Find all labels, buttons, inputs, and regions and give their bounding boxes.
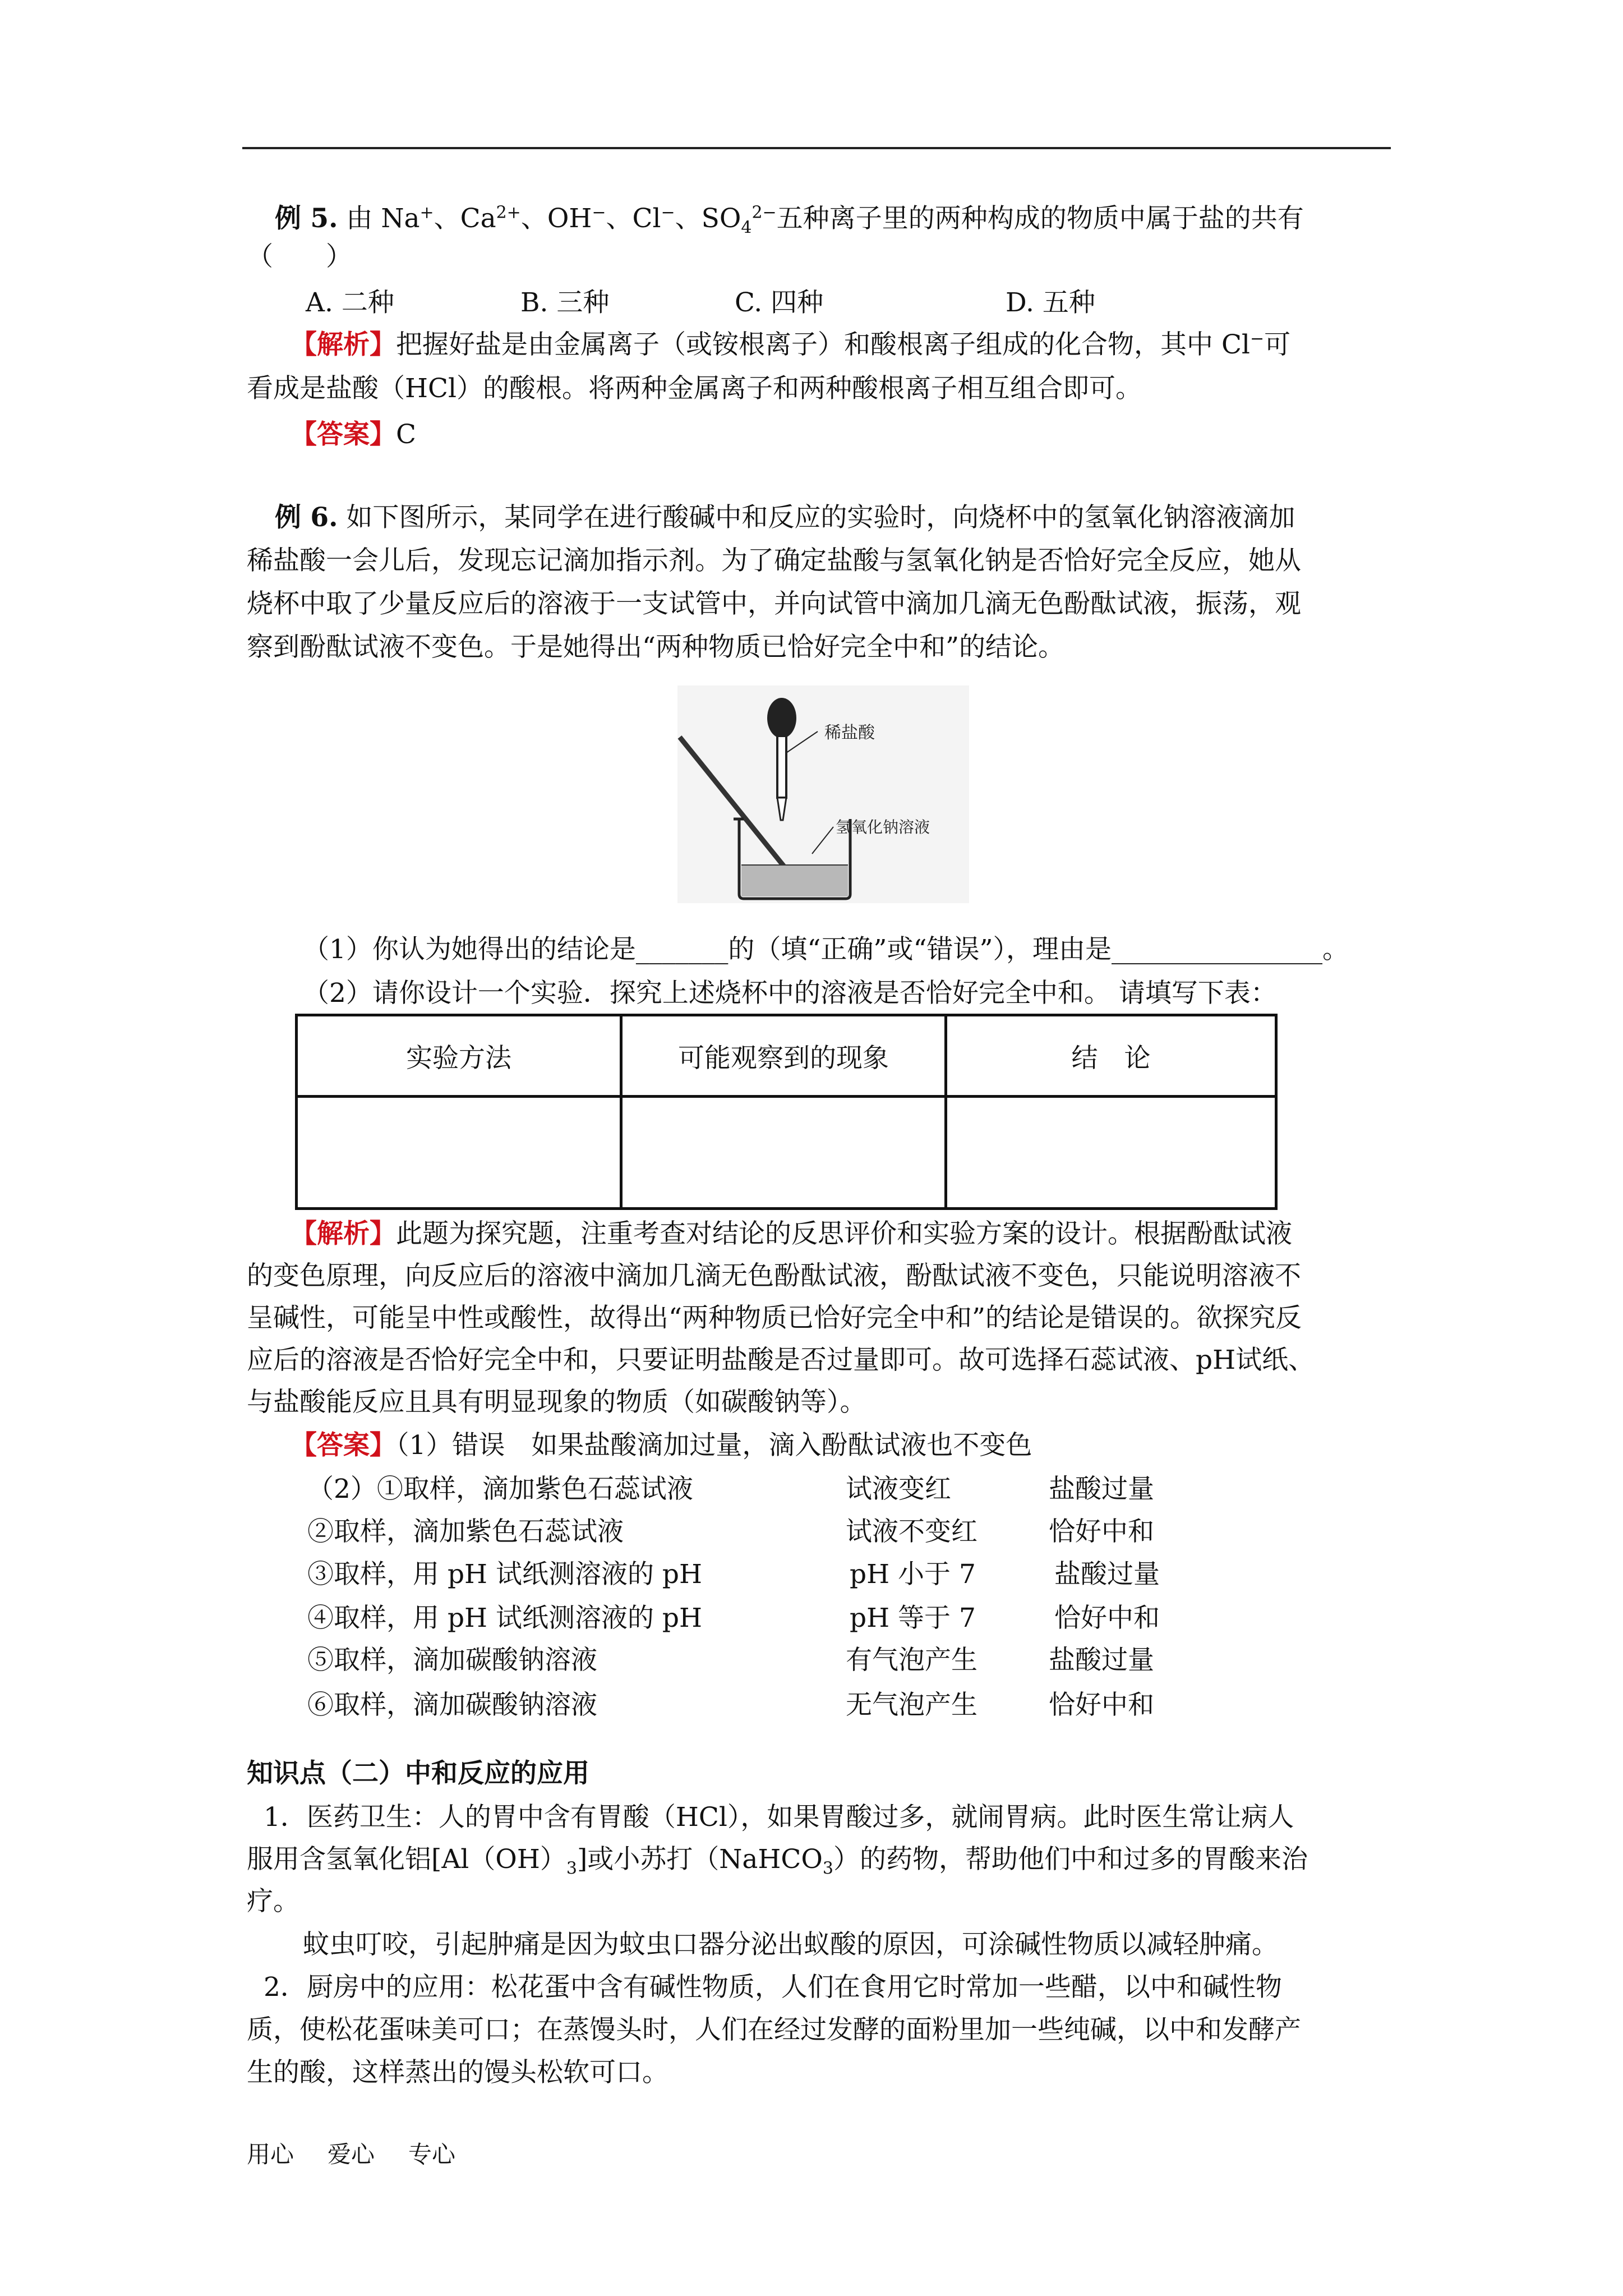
ex5-option-c: C. 四种	[735, 287, 824, 318]
table-row	[297, 1097, 1276, 1209]
table-cell-conclusion[interactable]	[946, 1097, 1276, 1209]
answer-row-method: ③取样，用 pH 试纸测溶液的 pH	[307, 1559, 702, 1590]
answer-row-conclusion: 恰好中和	[1049, 1516, 1154, 1547]
experiment-table	[295, 1014, 1278, 1210]
ex5-analysis-tag: 【解析】	[291, 329, 396, 360]
table-header-conclusion: 结 论	[946, 1015, 1276, 1097]
kp2-paragraph-1-line-1: 1．医药卫生：人的胃中含有胃酸（HCl），如果胃酸过多，就闹胃病。此时医生常让病人	[264, 1802, 1294, 1833]
ex6-question-2: （2）请你设计一个实验．探究上述烧杯中的溶液是否恰好完全中和。 请填写下表：	[303, 978, 1277, 1009]
answer-row-conclusion: 盐酸过量	[1049, 1474, 1154, 1504]
table-header-method: 实验方法	[297, 1015, 621, 1097]
table-cell-phenomenon[interactable]	[621, 1097, 946, 1209]
ex6-answer-tag: 【答案】	[291, 1430, 396, 1461]
ex6-analysis-line-1: 【解析】此题为探究题，注重考查对结论的反思评价和实验方案的设计。根据酚酞试液	[291, 1218, 1292, 1249]
knowledge-point-heading: 知识点（二）中和反应的应用	[247, 1758, 589, 1789]
answer-row-method: ②取样，滴加紫色石蕊试液	[307, 1516, 624, 1547]
kp2-paragraph-2-line-2: 质，使松花蛋味美可口；在蒸馒头时，人们在经过发酵的面粉里加一些纯碱，以中和发酵产	[247, 2014, 1301, 2045]
answer-row-conclusion: 盐酸过量	[1054, 1559, 1160, 1590]
kp2-paragraph-1-line-2: 服用含氢氧化铝$[Al(OH)_3]$或小苏打（NaHCO$_3$）的药物，帮助他们中和过多的胃酸来治	[247, 1844, 1308, 1879]
ex5-option-d: D. 五种	[1006, 287, 1095, 318]
kp2-paragraph-mosquito: 蚊虫叮咬，引起肿痛是因为蚊虫口器分泌出蚁酸的原因，可涂碱性物质以减轻肿痛。	[303, 1929, 1278, 1960]
page-footer	[247, 2139, 489, 2170]
ex6-analysis-line-2: 的变色原理，向反应后的溶液中滴加几滴无色酚酞试液，酚酞试液不变色，只能说明溶液不	[247, 1260, 1301, 1291]
answer-row-method: ④取样，用 pH 试纸测溶液的 pH	[307, 1603, 702, 1634]
ex5-answer: 【答案】C	[291, 419, 416, 450]
ex5-label: 例 5.	[275, 203, 338, 234]
ex6-analysis-line-3: 呈碱性，可能呈中性或酸性，故得出“两种物质已恰好完全中和”的结论是错误的。欲探究反	[247, 1303, 1302, 1333]
ex5-analysis-line-2: 看成是盐酸（HCl）的酸根。将两种金属离子和两种酸根离子相互组合即可。	[247, 373, 1142, 404]
ex5-stem: 例 5. 由 Na+、$Ca^{2+}$、OH−、Cl−、$SO_4^{2-}$五种离子里的两种构成的物质中属于盐的共有	[275, 203, 1304, 238]
label-dilute-hcl: 稀盐酸	[824, 723, 875, 743]
table-header-phenomenon: 可能观察到的现象	[621, 1015, 946, 1097]
dropper-tube	[777, 736, 786, 798]
kp2-paragraph-1-line-3: 疗。	[247, 1886, 299, 1917]
ex6-analysis-tag: 【解析】	[291, 1218, 396, 1249]
ex5-paren: （ ）	[247, 241, 352, 272]
ex6-stem-line-4: 察到酚酞试液不变色。于是她得出“两种物质已恰好完全中和”的结论。	[247, 632, 1065, 662]
ex6-answer-1: 【答案】（1）错误 如果盐酸滴加过量，滴入酚酞试液也不变色	[291, 1430, 1032, 1461]
label-naoh-solution: 氢氧化钠溶液	[836, 818, 930, 836]
answer-row-method: （2）①取样，滴加紫色石蕊试液	[307, 1474, 693, 1504]
answer-row-phenomenon: 试液变红	[846, 1474, 951, 1504]
table-header-row	[297, 1015, 1276, 1097]
answer-row-phenomenon: pH 小于 7	[850, 1559, 976, 1590]
ex5-analysis: 【解析】把握好盐是由金属离子（或铵根离子）和酸根离子组成的化合物，其中 Cl−可	[291, 329, 1291, 360]
ex6-stem-line-3: 烧杯中取了少量反应后的溶液于一支试管中，并向试管中滴加几滴无色酚酞试液，振荡，观	[247, 588, 1301, 619]
ex6-question-1: （1）你认为她得出的结论是_______的（填“正确”或“错误”），理由是________________。	[303, 934, 1349, 965]
answer-row-method: ⑥取样，滴加碳酸钠溶液	[307, 1690, 597, 1720]
footer-item: 专心	[408, 2141, 456, 2168]
answer-row-phenomenon: 无气泡产生	[846, 1690, 978, 1720]
kp2-paragraph-2-line-3: 生的酸，这样蒸出的馒头松软可口。	[247, 2057, 668, 2088]
answer-row-method: ⑤取样，滴加碳酸钠溶液	[307, 1645, 597, 1676]
answer-row-phenomenon: 有气泡产生	[846, 1645, 978, 1676]
ex6-stem-line-1: 例 6. 如下图所示，某同学在进行酸碱中和反应的实验时，向烧杯中的氢氧化钠溶液滴加	[275, 502, 1295, 533]
answer-row-phenomenon: pH 等于 7	[850, 1603, 976, 1634]
ex5-answer-tag: 【答案】	[291, 419, 396, 450]
answer-row-conclusion: 盐酸过量	[1049, 1645, 1154, 1676]
ex6-label: 例 6.	[275, 502, 338, 533]
ex6-stem-line-2: 稀盐酸一会儿后，发现忘记滴加指示剂。为了确定盐酸与氢氧化钠是否恰好完全反应，她从	[247, 545, 1301, 576]
answer-row-phenomenon: 试液不变红	[846, 1516, 978, 1547]
answer-row-conclusion: 恰好中和	[1054, 1603, 1160, 1634]
table-cell-method[interactable]	[297, 1097, 621, 1209]
ex6-analysis-line-4: 应后的溶液是否恰好完全中和，只要证明盐酸是否过量即可。故可选择石蕊试液、pH试纸、	[247, 1345, 1315, 1375]
ex5-option-b: B. 三种	[520, 287, 610, 318]
header-rule	[242, 147, 1391, 149]
footer-item: 用心	[247, 2141, 294, 2168]
dropper-bulb	[767, 698, 796, 738]
beaker-liquid	[741, 865, 848, 896]
kp2-paragraph-2-line-1: 2．厨房中的应用：松花蛋中含有碱性物质，人们在食用它时常加一些醋，以中和碱性物	[264, 1972, 1282, 2003]
beaker-dropper-figure	[677, 685, 969, 903]
ex6-analysis-line-5: 与盐酸能反应且具有明显现象的物质（如碳酸钠等）。	[247, 1387, 866, 1418]
ex5-option-a: A. 二种	[306, 287, 394, 318]
footer-item: 爱心	[328, 2141, 375, 2168]
answer-row-conclusion: 恰好中和	[1049, 1690, 1154, 1720]
